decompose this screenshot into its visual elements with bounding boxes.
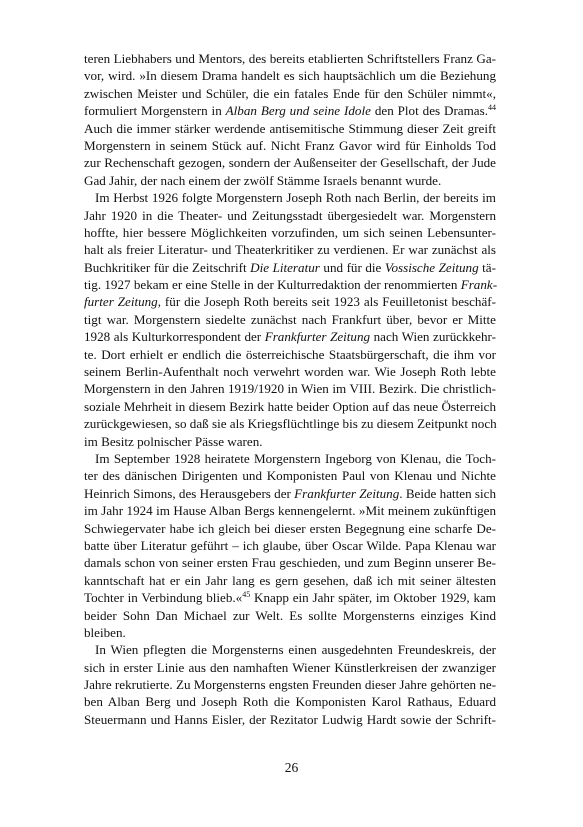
text-segment: Steuermann und Hanns Eisler, der Rezitator Ludwig Hardt sowie der Schrift- — [84, 711, 496, 727]
text-segment: halt als freier Literatur- und Theaterkritiker zu verdienen. Er war zunächst als — [84, 242, 496, 258]
text-line — [84, 398, 496, 415]
text-line — [84, 259, 496, 276]
page-number: 26 — [284, 760, 299, 775]
text-segment: sich in erster Linie aus den namhaften Wiener Künstlerkreisen der zwanziger — [84, 659, 496, 675]
text-segment: . Beide hatten sich — [399, 485, 497, 501]
text-segment: Schwiegervater habe ich gleich bei dieser ersten Begegnung eine scharfe De- — [84, 520, 496, 536]
text-segment: ben Alban Berg und Joseph Roth die Komponisten Karol Rathaus, Eduard — [84, 694, 496, 710]
text-segment: und für die — [319, 259, 385, 275]
text-line — [84, 450, 496, 467]
text-line — [84, 363, 496, 380]
text-segment: Gad Jahir, der nach einem der zwölf Stämme Israels benannt wurde. — [84, 172, 442, 188]
text-segment: zwischen Meister und Schüler, die ein fatales Ende für den Schüler nimmt«, — [84, 85, 496, 101]
text-segment: batte über Literatur geführt – ich glaube, über Oscar Wilde. Papa Klenau war — [84, 537, 496, 553]
text-line — [84, 572, 496, 589]
text-segment: ter des dänischen Dirigenten und Komponisten Paul von Klenau und Nichte — [84, 468, 496, 484]
text-line — [84, 102, 496, 119]
text-segment: tig. 1927 bekam er eine Stelle in der Kulturredaktion der renommierten — [84, 277, 461, 293]
text-line — [84, 50, 496, 67]
text-line — [84, 433, 496, 450]
text-segment: formuliert Morgenstern in — [84, 103, 226, 119]
text-segment: zur Rechenschaft gezogen, sondern der Außenseiter der Gesellschaft, der Jude — [84, 155, 496, 171]
text-line — [84, 693, 496, 710]
italic-title: Frankfurter Zeitung — [294, 485, 400, 501]
text-segment: Jahr 1920 in die Theater- und Zeitungsstadt übergesiedelt war. Morgenstern — [84, 207, 496, 223]
text-segment: 1928 als Kulturkorrespondent der — [84, 329, 265, 345]
text-segment: Buchkritiker für die Zeitschrift — [84, 259, 251, 275]
text-line — [84, 711, 496, 728]
italic-title: Alban Berg und seine Idole — [225, 103, 371, 119]
text-line — [84, 276, 496, 293]
text-line — [84, 311, 496, 328]
text-segment: tigt war. Morgenstern siedelte zunächst nach Frankfurt über, bevor er Mitte — [84, 311, 496, 327]
italic-title: Vossische Zeitung — [384, 259, 479, 275]
text-segment: vor, wird. »In diesem Drama handelt es sich hauptsächlich um die Beziehung — [84, 68, 496, 84]
text-segment: seinem Berlin-Aufenthalt noch verwehrt worden war. Wie Joseph Roth lebte — [84, 364, 496, 380]
text-segment: Tochter in Verbindung blieb.« — [84, 590, 243, 606]
text-line — [84, 554, 496, 571]
text-line — [84, 346, 496, 363]
text-line — [84, 189, 496, 206]
text-line — [84, 589, 496, 606]
text-line — [84, 293, 496, 310]
text-line — [84, 415, 496, 432]
text-line — [84, 207, 496, 224]
text-line — [84, 467, 496, 484]
text-segment: Jahre rekrutierte. Zu Morgensterns engsten Freunden dieser Jahre gehörten ne- — [84, 677, 497, 693]
italic-title: Frank- — [460, 277, 498, 293]
text-segment: im Jahr 1924 im Hause Alban Bergs kennengelernt. »Mit meinem zukünftigen — [84, 503, 496, 519]
text-line — [84, 485, 496, 502]
text-segment: soziale Mehrheit in diesem Bezirk hatte beider Option auf das neue Österreich — [84, 398, 496, 414]
text-segment: Im Herbst 1926 folgte Morgenstern Joseph Roth nach Berlin, der bereits im — [95, 190, 496, 206]
text-line — [84, 224, 496, 241]
footnote-marker: 44 — [488, 103, 496, 113]
text-line — [84, 241, 496, 258]
text-segment: In Wien pflegten die Morgensterns einen ausgedehnten Freundeskreis, der — [95, 642, 496, 658]
text-line — [84, 659, 496, 676]
text-line — [84, 537, 496, 554]
text-line — [84, 641, 496, 658]
text-line — [84, 520, 496, 537]
text-segment: kanntschaft hat er ein Jahr lang es gern gesehen, daß ich mit seiner ältesten — [84, 572, 496, 588]
body-text — [84, 50, 496, 728]
text-line — [84, 137, 496, 154]
text-segment: Im September 1928 heiratete Morgenstern Ingeborg von Klenau, die Toch- — [95, 450, 496, 466]
text-line — [84, 624, 496, 641]
text-segment: Knapp ein Jahr später, im Oktober 1929, kam — [250, 590, 496, 606]
text-segment: hoffte, hier bessere Möglichkeiten vorzufinden, um sich seinen Lebensunter- — [84, 224, 496, 240]
italic-title: Die Literatur — [250, 259, 320, 275]
text-line — [84, 676, 496, 693]
text-segment: zurückgewiesen, so daß sie als Kriegsflüchtlinge bis zu diesem Zeitpunkt noch — [84, 416, 497, 432]
text-segment: damals schon von seiner ersten Frau geschieden, und zum Beginn unserer Be- — [84, 555, 496, 571]
text-line — [84, 328, 496, 345]
text-line — [84, 607, 496, 624]
italic-title: Frankfurter Zeitung — [264, 329, 371, 345]
text-line — [84, 85, 496, 102]
text-segment: te. Dort erhielt er endlich die österreichische Staatsbürgerschaft, die ihm vor — [84, 346, 496, 362]
text-segment: , für die Joseph Roth bereits seit 1923 als Feuilletonist beschäf- — [157, 294, 496, 310]
text-line — [84, 67, 496, 84]
text-segment: nach Wien zurückkehr- — [370, 329, 496, 345]
text-segment: bleiben. — [84, 624, 126, 640]
text-line — [84, 154, 496, 171]
text-segment: beider Sohn Dan Michael zur Welt. Es sollte Morgensterns einziges Kind — [84, 607, 496, 623]
italic-title: furter Zeitung — [84, 294, 158, 310]
text-line — [84, 120, 496, 137]
text-segment: teren Liebhabers und Mentors, des bereits etablierten Schriftstellers Franz Ga- — [84, 51, 496, 66]
text-segment: tä- — [478, 259, 496, 275]
text-segment: Morgenstern in seinem Stück auf. Nicht Franz Gavor wird für Einholds Tod — [84, 137, 496, 153]
text-segment: Heinrich Simons, des Herausgebers der — [84, 485, 295, 501]
text-line — [84, 380, 496, 397]
text-segment: Auch die immer stärker werdende antisemitische Stimmung dieser Zeit greift — [84, 120, 496, 136]
text-segment: den Plot des Dramas. — [370, 103, 488, 119]
text-line — [84, 502, 496, 519]
footnote-marker: 45 — [242, 590, 251, 600]
text-segment: im Besitz polnischer Pässe waren. — [84, 433, 263, 449]
text-line — [84, 172, 496, 189]
text-segment: Morgenstern in den Jahren 1919/1920 in Wien im VIII. Bezirk. Die christlich- — [84, 381, 496, 397]
